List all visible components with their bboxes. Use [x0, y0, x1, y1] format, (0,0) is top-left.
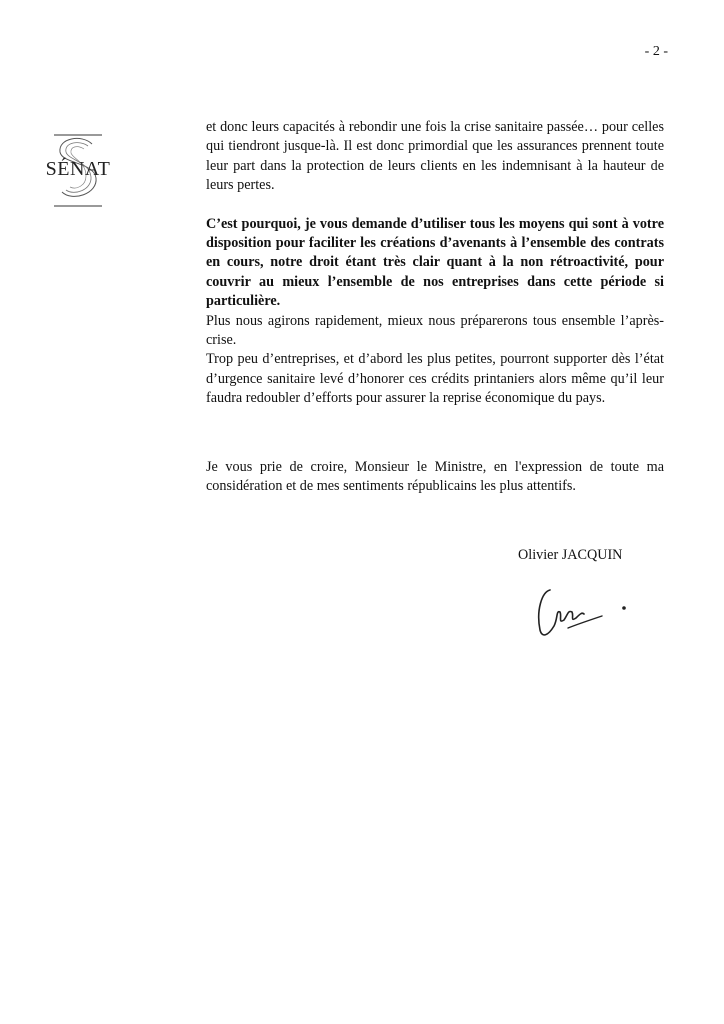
paragraph-4: Trop peu d’entreprises, et d’abord les plus petites, pourront supporter dès l’état d’urgence sanitaire levé d’honorer ces crédits printaniers alors même qu’il leur faudra redoubler d’efforts pour assurer la reprise économique du pays.	[206, 351, 664, 407]
letter-body	[206, 118, 664, 497]
closing-paragraph: Je vous prie de croire, Monsieur le Ministre, en l'expression de toute ma considération et de mes sentiments républicains les plus attentifs.	[206, 458, 664, 495]
handwritten-signature	[528, 580, 638, 650]
signer-name: Olivier JACQUIN	[518, 547, 623, 563]
paragraph-1: et donc leurs capacités à rebondir une fois la crise sanitaire passée… pour celles qui tiendront jusque-là. Il est donc primordial que les assurances prennent toute leur part dans la protection de leurs clients en les indemnisant à la hauteur de leurs pertes.	[206, 119, 664, 194]
senat-logo	[42, 132, 114, 212]
page-number: - 2 -	[644, 44, 668, 59]
paragraph-bold-request: C’est pourquoi, je vous demande d’utiliser tous les moyens qui sont à votre disposition pour faciliter les créations d’avenants à l’ensemble des contrats en cours, notre droit étant très clair quant à la non rétroactivité, pour couvrir au mieux l’ensemble de nos entreprises dans cette période si particulière.	[206, 215, 664, 310]
paragraph-3: Plus nous agirons rapidement, mieux nous préparerons tous ensemble l’après-crise.	[206, 312, 664, 349]
logo-wordmark: SÉNAT	[45, 158, 111, 180]
